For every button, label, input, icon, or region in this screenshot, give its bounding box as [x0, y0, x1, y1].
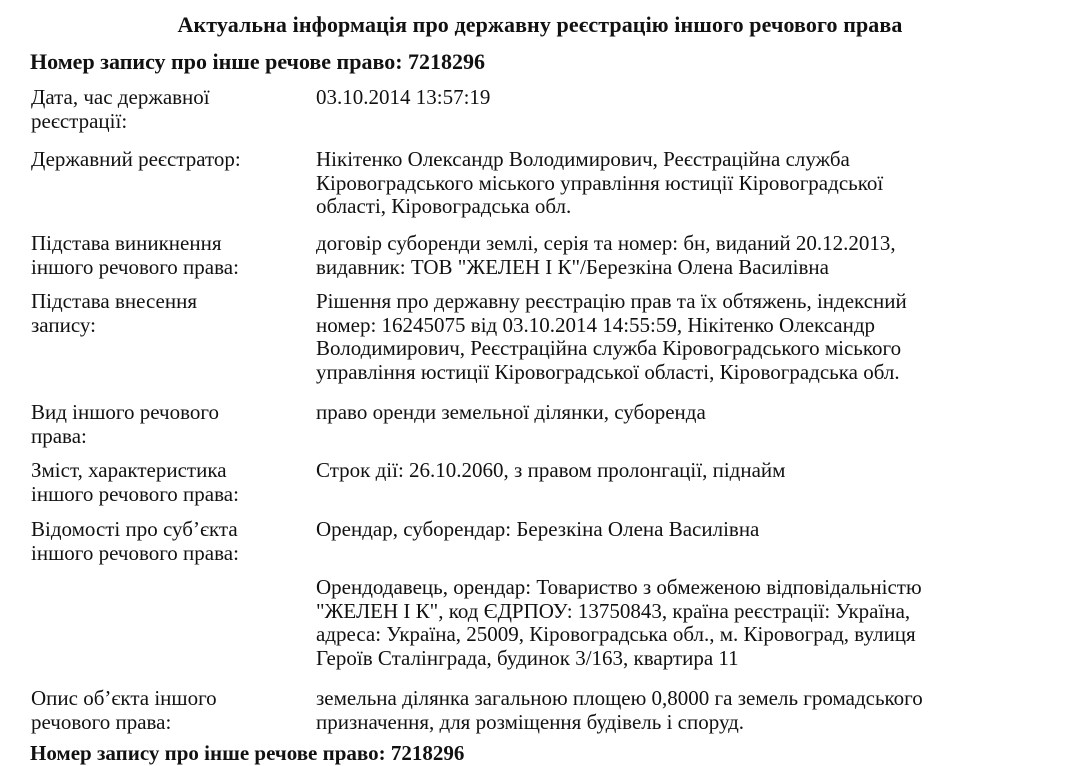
field-label — [31, 518, 301, 565]
field-value-line: адреса: Україна, 25009, Кіровоградська обл., м. Кіровоград, вулиця — [316, 622, 916, 646]
field-value-line: земельна ділянка загальною площею 0,8000 га земель громадського — [316, 686, 923, 710]
next-record-cutoff: Номер запису про інше речове право: 7218296 — [30, 741, 465, 765]
field-value-line: право оренди земельної ділянки, суборенда — [316, 400, 706, 424]
field-value-line: Нікітенко Олександр Володимирович, Реєстраційна служба — [316, 147, 850, 171]
field-value-line: Рішення про державну реєстрацію прав та їх обтяжень, індексний — [316, 289, 907, 313]
field-value-line: Орендар, суборендар: Березкіна Олена Василівна — [316, 517, 760, 541]
field-label-line: реєстрації: — [31, 108, 128, 133]
field-value-line: 03.10.2014 13:57:19 — [316, 85, 491, 109]
field-value-line: призначення, для розміщення будівель і споруд. — [316, 709, 745, 734]
field-value — [316, 290, 1016, 384]
field-label-line: Підстава внесення — [31, 289, 198, 313]
field-label-line: іншого речового права: — [31, 540, 239, 565]
field-value-line: видавник: ТОВ "ЖЕЛЕН І К"/Березкіна Олена Василівна — [316, 254, 829, 279]
field-value-line: Героїв Сталінграда, будинок 3/163, квартира 11 — [316, 645, 739, 670]
field-value-line: договір суборенди землі, серія та номер: бн, виданий 20.12.2013, — [316, 231, 896, 255]
field-label-line: запису: — [31, 312, 96, 337]
field-value-line: Строк дії: 26.10.2060, з правом пролонгації, піднайм — [316, 458, 786, 482]
field-label — [31, 401, 301, 448]
field-label-line: Дата, час державної — [31, 85, 210, 109]
field-value — [316, 148, 1016, 219]
field-value-line: "ЖЕЛЕН І К", код ЄДРПОУ: 13750843, країна реєстрації: Україна, — [316, 598, 911, 623]
field-label — [31, 232, 301, 279]
field-value-line: Кіровоградського міського управління юстиції Кіровоградської — [316, 170, 884, 195]
field-value — [316, 518, 1016, 542]
field-label — [31, 687, 301, 734]
field-label-line: Державний реєстратор: — [31, 147, 241, 171]
field-label-line: іншого речового права: — [31, 481, 239, 506]
field-value — [316, 86, 1016, 110]
field-label-line: права: — [31, 423, 87, 448]
field-label-line: іншого речового права: — [31, 254, 239, 279]
field-label-line: речового права: — [31, 709, 172, 734]
field-label — [31, 459, 301, 506]
field-value-line: Володимирович, Реєстраційна служба Кіровоградського міського — [316, 336, 902, 360]
field-value-line: Орендодавець, орендар: Товариство з обмеженою відповідальністю — [316, 575, 922, 599]
record-number: Номер запису про інше речове право: 7218296 — [30, 49, 486, 74]
field-value — [316, 687, 1016, 734]
field-label-line: Вид іншого речового — [31, 400, 219, 424]
field-label-line: Зміст, характеристика — [31, 458, 227, 482]
field-value — [316, 232, 1016, 279]
field-value-line: номер: 16245075 від 03.10.2014 14:55:59, Нікітенко Олександр — [316, 312, 876, 337]
field-label — [31, 86, 301, 133]
field-value-line: управління юстиції Кіровоградської області, Кіровоградська обл. — [316, 359, 900, 384]
field-value-line: області, Кіровоградська обл. — [316, 194, 572, 218]
field-label-line: Опис об’єкта іншого — [31, 686, 217, 710]
field-value — [316, 401, 1016, 425]
field-value — [316, 576, 1016, 670]
field-label-line: Відомості про суб’єкта — [31, 517, 238, 541]
field-label — [31, 148, 301, 172]
field-label-line: Підстава виникнення — [31, 231, 222, 255]
field-value — [316, 459, 1016, 483]
page-title: Актуальна інформація про державну реєстрацію іншого речового права — [177, 12, 903, 37]
field-label — [31, 290, 301, 337]
